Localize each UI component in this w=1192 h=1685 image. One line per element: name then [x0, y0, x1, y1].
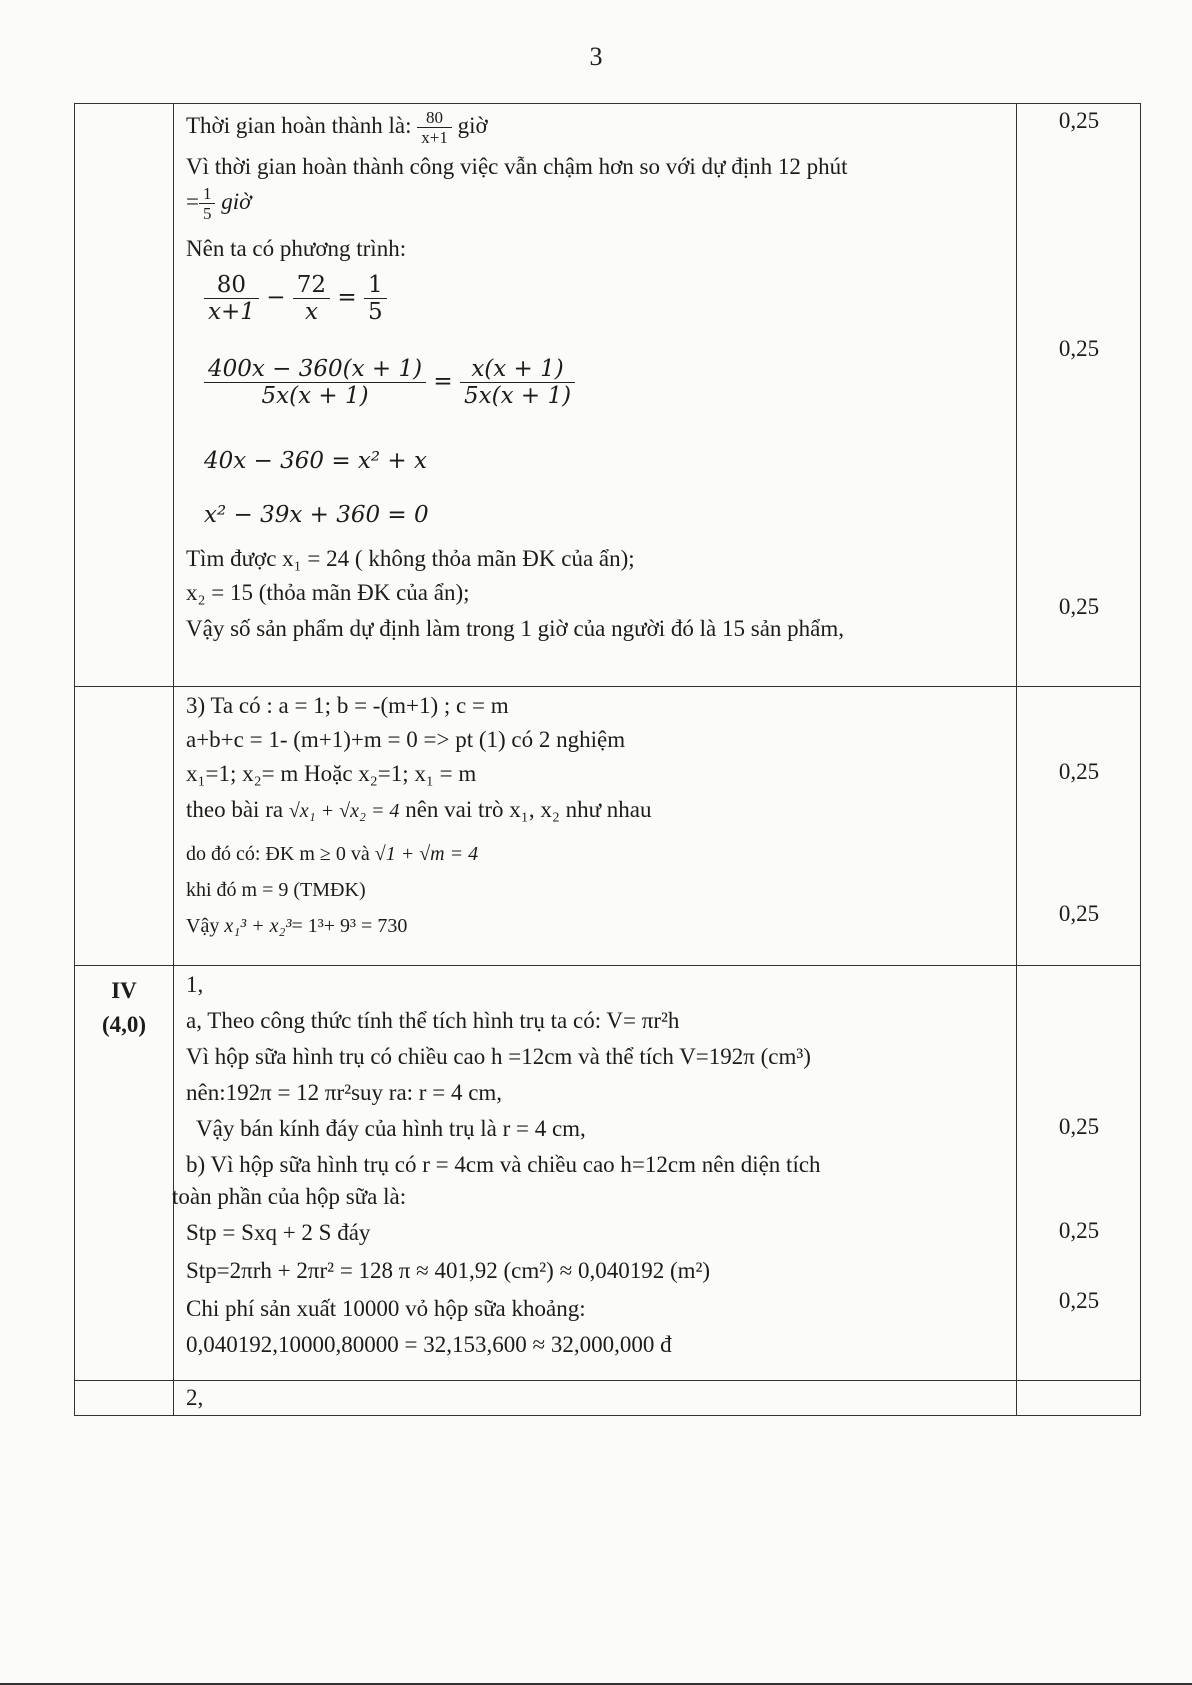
solution-line: Vì thời gian hoàn thành công việc vẫn chậm hơn so với dự định 12 phút: [186, 154, 848, 179]
solution-line: nên:192π = 12 πr²suy ra: r = 4 cm,: [186, 1080, 503, 1105]
solution-line: Vậy số sản phẩm dự định làm trong 1 giờ của người đó là 15 sản phẩm,: [186, 616, 845, 641]
score-value: 0,25: [1058, 594, 1100, 619]
math-expression: x₁³ + x₂³: [224, 915, 292, 937]
question-cell: [75, 1381, 174, 1416]
solution-cell: [174, 1381, 1017, 1416]
grading-table: [74, 103, 1141, 1416]
equation-4: x² − 39x + 360 = 0: [204, 502, 429, 528]
solution-line: Vì hộp sữa hình trụ có chiều cao h =12cm và thể tích V=192π (cm³): [186, 1044, 811, 1069]
fraction: $\frac{1}{5}$: [199, 184, 216, 223]
math-expression: √1 + √m = 4: [374, 843, 479, 865]
solution-line: do đó có: ĐK m ≥ 0 và √1 + √m = 4: [186, 843, 479, 865]
score-value: 0,25: [1058, 1218, 1100, 1243]
score-cell: [1017, 1381, 1141, 1416]
solution-line: a+b+c = 1- (m+1)+m = 0 => pt (1) có 2 nghiệm: [186, 727, 626, 752]
solution-line: 2,: [186, 1385, 204, 1410]
question-number: IV: [111, 978, 137, 1003]
solution-line: x₂ = 15 (thỏa mãn ĐK của ẩn);: [186, 580, 470, 605]
solution-cell: [174, 966, 1017, 1381]
solution-line: Tìm được x₁ = 24 ( không thỏa mãn ĐK của ẩn);: [186, 546, 635, 571]
solution-line: a, Theo công thức tính thể tích hình trụ ta có: V= πr²h: [186, 1008, 680, 1033]
question-cell: [75, 966, 174, 1381]
solution-line: 0,040192,10000,80000 = 32,153,600 ≈ 32,000,000 đ: [186, 1332, 672, 1357]
table-row: [75, 1381, 1141, 1416]
solution-line: x₁=1; x₂= m Hoặc x₂=1; x₁ = m: [186, 761, 477, 786]
solution-line: Stp = Sxq + 2 S đáy: [186, 1220, 371, 1245]
equation-1: $\frac{80}{x+1}$ − $\frac{72}{x}$ = $\frac{1}{5}$: [204, 272, 387, 325]
solution-line: toàn phần của hộp sữa là:: [172, 1184, 407, 1209]
solution-line: = $\frac{1}{5}$ giờ: [186, 184, 252, 223]
score-value: 0,25: [1058, 759, 1100, 784]
equation-3: 40x − 360 = x² + x: [204, 448, 427, 474]
score-cell: [1017, 966, 1141, 1381]
solution-line: theo bài ra √x₁ + √x₂ = 4 nên vai trò x₁, x₂ như nhau: [186, 797, 652, 822]
score-cell: [1017, 104, 1141, 687]
solution-line: khi đó m = 9 (TMĐK): [186, 879, 366, 901]
solution-line: Thời gian hoàn thành là: $\frac{80}{x+1}$ giờ: [186, 108, 488, 147]
score-value: 0,25: [1058, 336, 1100, 361]
solution-line: Chi phí sản xuất 10000 vỏ hộp sữa khoảng:: [186, 1296, 586, 1321]
score-value: 0,25: [1058, 108, 1100, 133]
solution-cell: [174, 104, 1017, 687]
solution-line: 3) Ta có : a = 1; b = -(m+1) ; c = m: [186, 693, 509, 718]
solution-line: Vậy x₁³ + x₂³= 1³+ 9³ = 730: [186, 915, 408, 937]
score-cell: [1017, 687, 1141, 966]
math-expression: √x₁ + √x₂ = 4: [288, 800, 400, 822]
solution-line: 1,: [186, 972, 204, 997]
solution-line: Stp=2πrh + 2πr² = 128 π ≈ 401,92 (cm²) ≈ 0,040192 (m²): [186, 1258, 711, 1283]
question-cell: [75, 104, 174, 687]
score-value: 0,25: [1058, 1288, 1100, 1313]
table-row: [75, 104, 1141, 687]
table-row: [75, 966, 1141, 1381]
solution-cell: [174, 687, 1017, 966]
question-points: (4,0): [101, 1012, 147, 1037]
fraction: $\frac{80}{x+1}$: [417, 108, 452, 147]
table-row: [75, 687, 1141, 966]
solution-line: b) Vì hộp sữa hình trụ có r = 4cm và chiều cao h=12cm nên diện tích: [186, 1152, 821, 1177]
equation-2: $\frac{400x - 360(x + 1)}{5x(x + 1)}$ = $\frac{x(x + 1)}{5x(x + 1)}$: [204, 356, 575, 409]
question-cell: [75, 687, 174, 966]
score-value: 0,25: [1058, 901, 1100, 926]
solution-line: Vậy bán kính đáy của hình trụ là r = 4 cm,: [196, 1116, 586, 1141]
solution-line: Nên ta có phương trình:: [186, 236, 407, 261]
page-number: 3: [589, 42, 603, 71]
score-value: 0,25: [1058, 1114, 1100, 1139]
